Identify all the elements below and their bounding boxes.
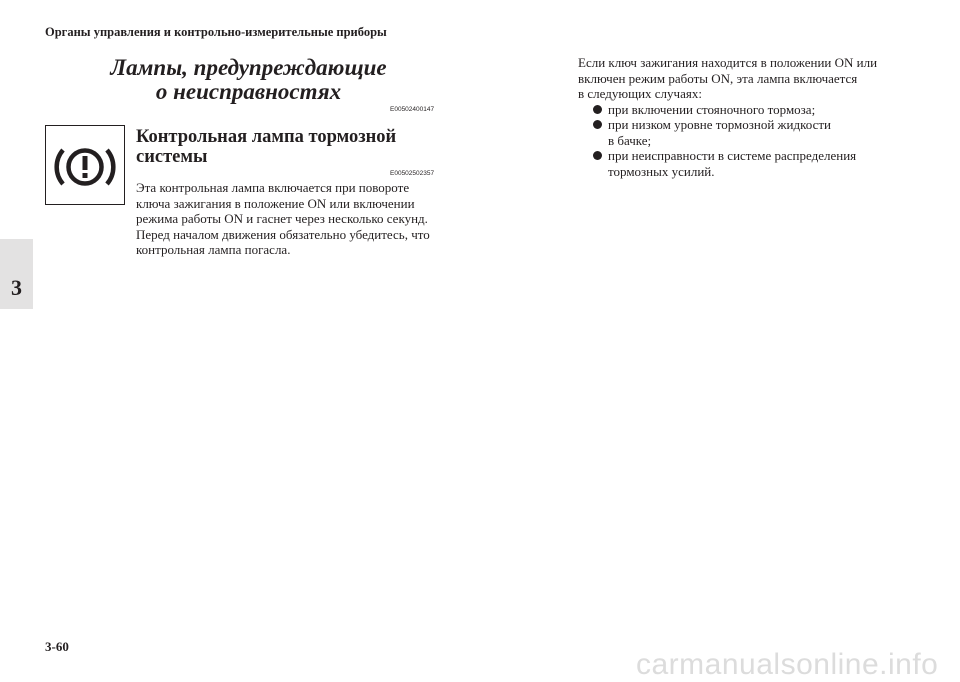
bullet-icon	[593, 151, 602, 160]
intro-line: включен режим работы ON, эта лампа включается	[578, 70, 858, 86]
bullet-icon	[593, 120, 602, 129]
body-line: Перед началом движения обязательно убедитесь, что	[136, 226, 430, 242]
subsection-body	[136, 180, 461, 258]
intro-line: Если ключ зажигания находится в положении ON или	[578, 55, 878, 70]
list-item-text: при низком уровне тормозной жидкости	[608, 117, 831, 132]
list-item-text-continued: тормозных усилий.	[608, 163, 715, 179]
right-column	[578, 55, 918, 179]
list-item	[578, 102, 918, 118]
section-title-line-2: о неисправностях	[155, 79, 342, 104]
body-line: режима работы ON и гаснет через несколько секунд.	[136, 211, 428, 226]
subsection-code: E00502502357	[390, 170, 435, 177]
section-title-line-1: Лампы, предупреждающие	[110, 55, 387, 80]
chapter-number: 3	[11, 275, 22, 300]
list-item	[578, 148, 918, 179]
subsection-title	[136, 127, 466, 167]
brake-warning-icon	[45, 125, 125, 205]
page-header: Органы управления и контрольно-измерительные приборы	[45, 25, 387, 39]
list-item-text-continued: в бачке;	[608, 132, 652, 148]
page-number: 3-60	[45, 639, 69, 654]
list-item-text: при неисправности в системе распределения	[608, 148, 857, 163]
intro-line: в следующих случаях:	[578, 86, 702, 101]
list-item-text: при включении стояночного тормоза;	[608, 101, 816, 117]
subsection-title-line-2: системы	[136, 147, 208, 167]
subsection-title-line-1: Контрольная лампа тормозной	[136, 127, 397, 147]
body-line: ключа зажигания в положение ON или включении	[136, 195, 415, 211]
section-code: E00502400147	[390, 106, 435, 113]
body-line: Эта контрольная лампа включается при повороте	[136, 180, 410, 195]
bullet-icon	[593, 105, 602, 114]
body-line: контрольная лампа погасла.	[136, 242, 291, 257]
section-title	[45, 56, 452, 104]
watermark: carmanualsonline.info	[636, 648, 939, 681]
list-item	[578, 117, 918, 148]
